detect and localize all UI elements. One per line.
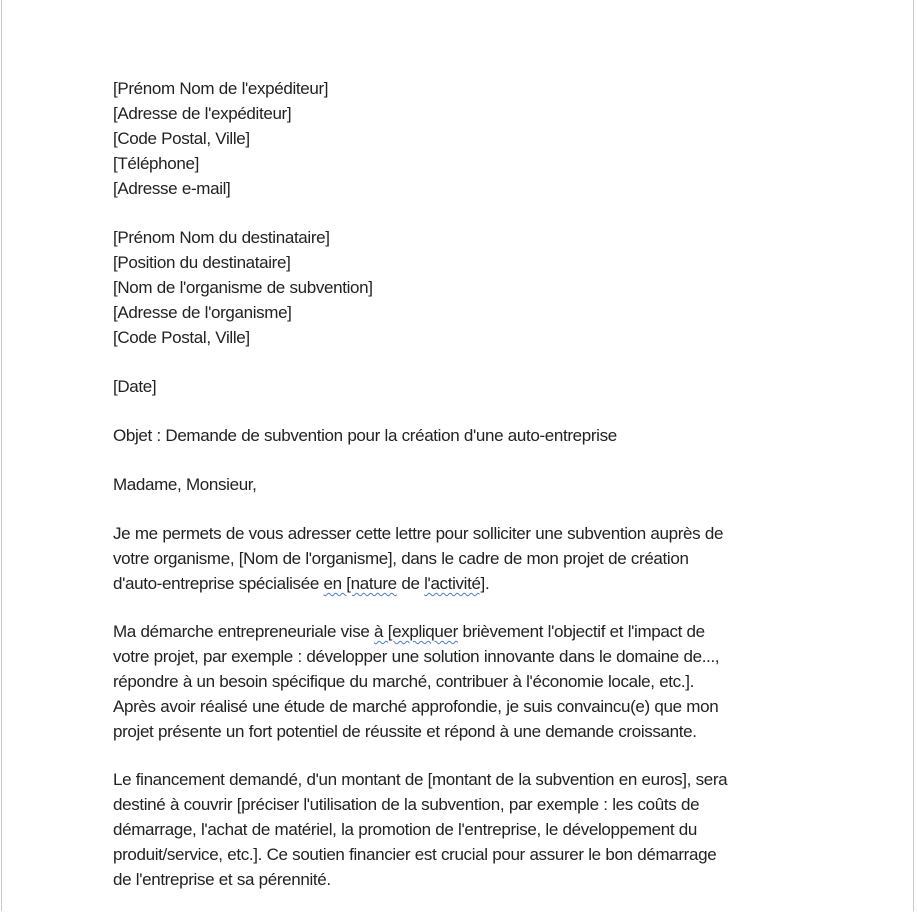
paragraph-line: démarrage, l'achat de matériel, la promotion de l'entreprise, le développement du xyxy=(113,820,697,839)
recipient-name: [Prénom Nom du destinataire] xyxy=(113,228,330,247)
recipient-position: [Position du destinataire] xyxy=(113,253,291,272)
sender-address: [Adresse de l'expéditeur] xyxy=(113,104,292,123)
paragraph-line: de l'entreprise et sa pérennité. xyxy=(113,870,331,889)
paragraph-line xyxy=(113,571,813,596)
recipient-organization: [Nom de l'organisme de subvention] xyxy=(113,278,373,297)
text-run: d'auto-entreprise spécialisée xyxy=(113,574,324,593)
paragraph-line: Je me permets de vous adresser cette lettre pour solliciter une subvention auprès de xyxy=(113,524,724,543)
document-page xyxy=(1,0,914,911)
sender-email: [Adresse e-mail] xyxy=(113,179,231,198)
paragraph-1 xyxy=(113,521,813,596)
paragraph-line xyxy=(113,619,813,644)
sender-address-block xyxy=(113,76,813,201)
spellcheck-flagged-text[interactable]: à [expliquer xyxy=(374,622,458,641)
paragraph-line: produit/service, etc.]. Ce soutien financier est crucial pour assurer le bon démarrage xyxy=(113,845,717,864)
spellcheck-flagged-text[interactable]: l'activité] xyxy=(424,574,485,593)
paragraph-line: répondre à un besoin spécifique du marché, contribuer à l'économie locale, etc.]. xyxy=(113,672,694,691)
paragraph-line: destiné à couvrir [préciser l'utilisation de la subvention, par exemple : les coûts de xyxy=(113,795,700,814)
text-run: brièvement l'objectif et l'impact de xyxy=(457,622,705,641)
paragraph-line: votre projet, par exemple : développer une solution innovante dans le domaine de..., xyxy=(113,647,720,666)
letter-body[interactable] xyxy=(113,76,813,915)
text-run: . xyxy=(484,574,490,593)
paragraph-line: Après avoir réalisé une étude de marché approfondie, je suis convaincu(e) que mon xyxy=(113,697,719,716)
recipient-address: [Adresse de l'organisme] xyxy=(113,303,292,322)
text-run: de xyxy=(396,574,425,593)
salutation-block xyxy=(113,472,813,497)
text-run: Ma démarche entrepreneuriale vise xyxy=(113,622,375,641)
letter-subject: Objet : Demande de subvention pour la création d'une auto-entreprise xyxy=(113,426,617,445)
letter-date: [Date] xyxy=(113,377,157,396)
paragraph-line: Le financement demandé, d'un montant de [montant de la subvention en euros], sera xyxy=(113,770,728,789)
recipient-address-block xyxy=(113,225,813,350)
sender-postal-city: [Code Postal, Ville] xyxy=(113,129,250,148)
sender-name: [Prénom Nom de l'expéditeur] xyxy=(113,79,329,98)
subject-block xyxy=(113,423,813,448)
spellcheck-flagged-text[interactable]: en [nature xyxy=(323,574,397,593)
paragraph-line: votre organisme, [Nom de l'organisme], dans le cadre de mon projet de création xyxy=(113,549,689,568)
paragraph-3 xyxy=(113,767,813,892)
paragraph-line: projet présente un fort potentiel de réussite et répond à une demande croissante. xyxy=(113,722,697,741)
sender-phone: [Téléphone] xyxy=(113,154,199,173)
date-block xyxy=(113,374,813,399)
recipient-postal-city: [Code Postal, Ville] xyxy=(113,328,250,347)
paragraph-2 xyxy=(113,619,813,744)
letter-salutation: Madame, Monsieur, xyxy=(113,475,257,494)
